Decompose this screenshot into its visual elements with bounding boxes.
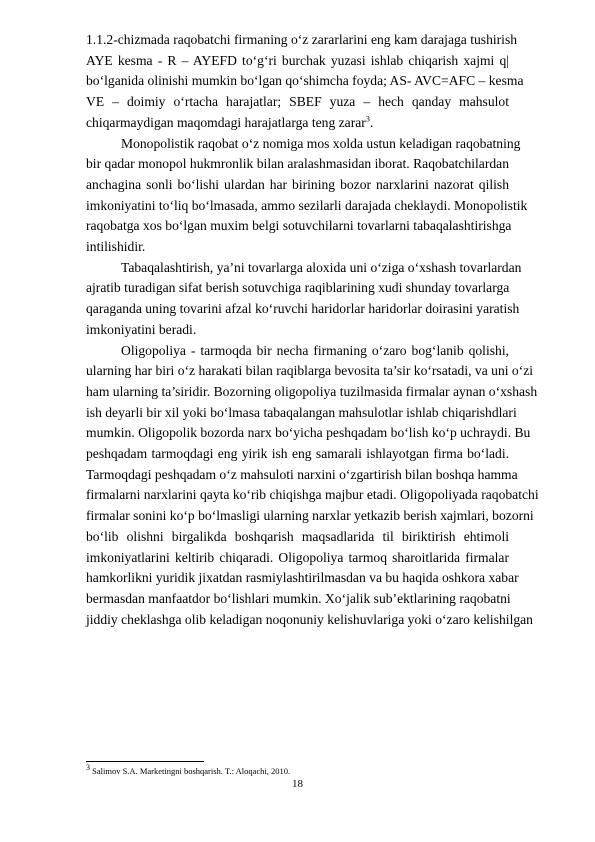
text-line-content: hamkorlikni yuridik jixatdan rasmiylashtirilmasdan va bu haqida oshkora xabar: [86, 570, 519, 586]
text-line: [86, 361, 534, 381]
text-line: [86, 237, 509, 257]
text-line: [86, 548, 509, 568]
text-line-content: mumkin. Oligopolik bozorda narx bo‘yicha peshqadam bo‘lish ko‘p uchraydi. Bu: [86, 425, 531, 441]
text-line-content: imkoniyatini beradi.: [86, 321, 197, 337]
text-line-content: Tabaqalashtirish, ya’ni tovarlarga aloxida uni o‘ziga o‘xshash tovarlardan: [121, 259, 522, 275]
text-line-content: raqobatga xos bo‘lgan muxim belgi sotuvchilarni tovarlarni tabaqalashtirishga: [86, 218, 512, 234]
text-line-content: firmalar sonini ko‘p bo‘lmasligi ularning narxlar yetkazib berish xajmlari, bozorni: [86, 508, 534, 524]
footnote: [86, 763, 506, 777]
footnote-reference: 3: [365, 114, 370, 124]
text-line-content: 1.1.2-chizmada raqobatchi firmaning o‘z zararlarini eng kam darajaga tushirish: [86, 32, 518, 47]
text-line: [86, 71, 524, 91]
text-line: [86, 527, 509, 547]
text-line-content: imkoniyatlarini keltirib chiqaradi. Oligopoliya tarmoq sharoitlarida firmalar: [86, 549, 509, 565]
text-line: [121, 134, 521, 154]
text-line-content: intilishidir.: [86, 239, 146, 254]
text-line-punctuation: .: [369, 114, 374, 130]
text-line-content: ajratib turadigan sifat berish sotuvchiga raqiblarining xudi shunday tovarlarga: [86, 280, 510, 296]
text-line-content: Tarmoqdagi peshqadam o‘z mahsuloti narxini o‘zgartirish bilan boshqa hamma: [86, 466, 518, 482]
text-line: [121, 341, 509, 361]
text-line: [121, 258, 522, 278]
page-number: 18: [292, 778, 303, 790]
text-line-content: anchagina sonli bo‘lishi ulardan har birining bozor narxlarini nazorat qilish: [86, 176, 509, 192]
text-line: [86, 278, 509, 298]
text-line-content: firmalarni narxlarini qayta ko‘rib chiqishga majbur etadi. Oligopoliyada raqobatchi: [86, 487, 539, 503]
text-line-content: bo‘lib olishni birgalikda boshqarish maqsadlarida til biriktirish ehtimoli: [86, 528, 509, 544]
footnote-mark: 3: [86, 763, 90, 773]
text-line-content: ish deyarli bir xil yoki bo‘lmasa tabaqalangan mahsulotlar ishlab chiqarishdlari: [86, 404, 517, 420]
text-line-content: bermasdan manfaatdor bo‘lishlari mumkin. Xo‘jalik sub’ektlarining raqobatni: [86, 590, 511, 606]
text-line: [86, 320, 509, 340]
text-line: [86, 423, 531, 443]
text-line-content: Monopolistik raqobat o‘z nomiga mos xolda ustun keladigan raqobatning: [121, 135, 521, 151]
text-line: [86, 382, 538, 402]
text-line: [86, 444, 509, 464]
text-line-content: jiddiy cheklashga olib keladigan noqonuniy kelishuvlariga yoki o‘zaro kelishilgan: [86, 611, 533, 627]
text-line: [86, 51, 509, 71]
text-line-content: VE – doimiy o‘rtacha harajatlar; SBEF yuza – hech qanday mahsulot: [86, 94, 509, 110]
text-line-content: bo‘lganida olinishi mumkin bo‘lgan qo‘shimcha foyda; AS- AVC=AFC – kesma: [86, 73, 524, 89]
text-line: [86, 175, 509, 195]
text-line: [86, 589, 509, 609]
text-line-content: chiqarmaydigan maqomdagi harajatlarga teng zarar: [86, 114, 366, 130]
footnote-text: Salimov S.A. Marketingni boshqarish. T.: Aloqachi, 2010.: [90, 766, 291, 776]
text-line-content: Oligopoliya - tarmoqda bir necha firmaning o‘zaro bog‘lanib qolishi,: [121, 342, 509, 358]
text-line: [86, 485, 539, 505]
text-line: [86, 113, 509, 133]
text-line: [86, 196, 528, 216]
text-line-content: bir qadar monopol hukmronlik bilan aralashmasidan iborat. Raqobatchilardan: [86, 156, 509, 172]
text-line: [86, 216, 512, 236]
text-line-content: ham ularning ta’siridir. Bozorning oligopoliya tuzilmasida firmalar aynan o‘xshash: [86, 383, 538, 399]
text-line-content: qaraganda uning tovarini afzal ko‘ruvchi haridorlar haridorlar doirasini yaratish: [86, 301, 520, 317]
footnote-separator: [86, 761, 204, 762]
text-line: [86, 299, 520, 319]
text-line: [86, 403, 517, 423]
text-line: [86, 568, 519, 588]
text-line-content: peshqadam tarmoqdagi eng yirik ish eng samarali ishlayotgan firma bo‘ladi.: [86, 446, 509, 461]
text-line-content: imkoniyatini to‘liq bo‘lmasada, ammo sezilarli darajada cheklaydi. Monopolistik: [86, 197, 528, 213]
text-line-content: ularning har biri o‘z harakati bilan raqiblarga bevosita ta’sir ko‘rsatadi, va uni o‘zi: [86, 363, 534, 379]
text-line: [86, 610, 533, 630]
text-line: [86, 154, 509, 174]
text-line-content: AYE kesma - R – AYEFD to‘g‘ri burchak yuzasi ishlab chiqarish xajmi q|: [86, 52, 509, 68]
text-line: [86, 30, 518, 50]
text-line: [86, 465, 518, 485]
text-line: [86, 506, 534, 526]
text-line: [86, 92, 509, 112]
